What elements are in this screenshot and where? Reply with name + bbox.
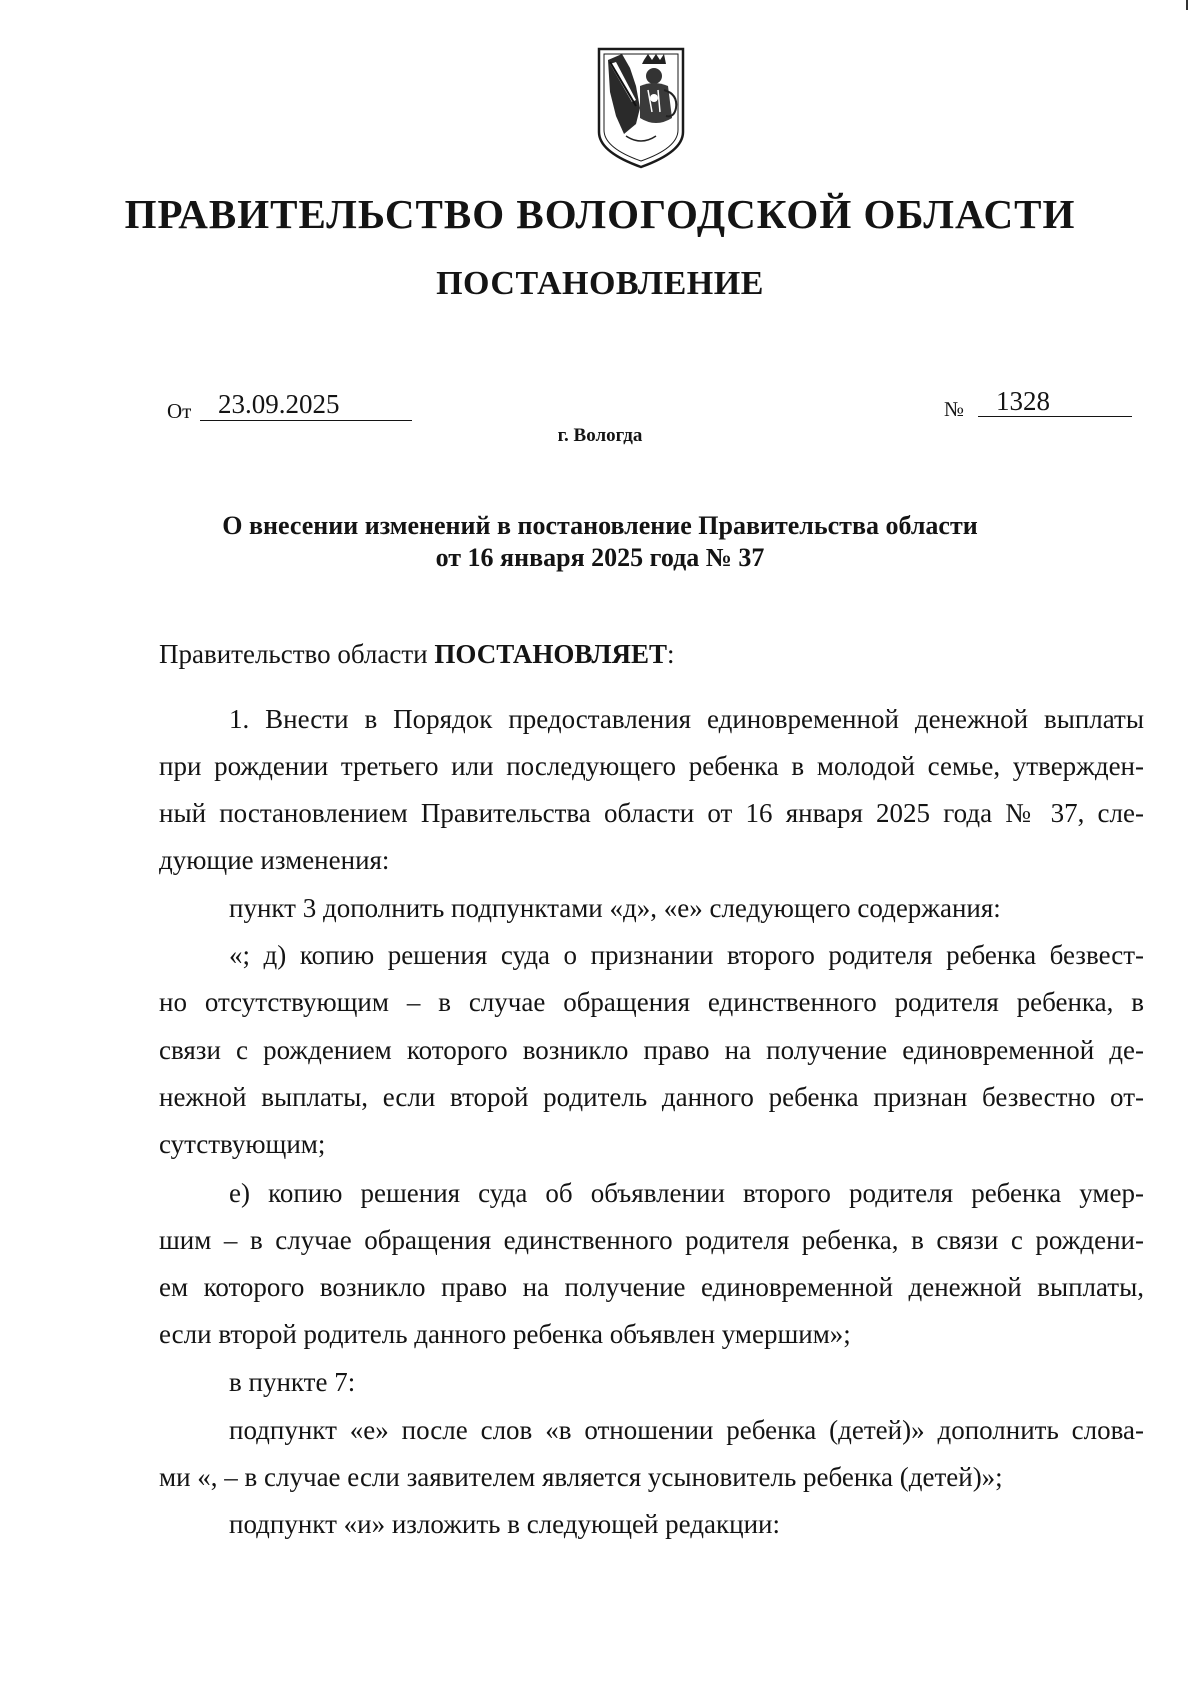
body-line-16: подпункт «е» после слов «в отношении ребенка (детей)» дополнить слова- [229,1415,1144,1445]
body-line-15: в пункте 7: [229,1367,356,1397]
body-line-1: 1. Внести в Порядок предоставления единовременной денежной выплаты [229,704,1144,734]
body-line-7: но отсутствующим – в случае обращения единственного родителя ребенка, в [159,987,1144,1017]
vologda-coat-of-arms-icon [596,46,686,170]
body-line-18: подпункт «и» изложить в следующей редакции: [229,1509,780,1539]
body-line-10: сутствующим; [159,1129,326,1159]
body-line-4: дующие изменения: [159,845,390,875]
preamble-text: Правительство области [159,639,435,669]
document-type-title: ПОСТАНОВЛЕНИЕ [436,265,764,302]
preamble-tail: : [666,639,675,669]
document-number: 1328 [996,386,1050,416]
date-underline [200,420,412,421]
number-label: № [944,397,965,421]
organization-title: ПРАВИТЕЛЬСТВО ВОЛОГОДСКОЙ ОБЛАСТИ [124,191,1076,237]
scan-edge-mark [1186,0,1188,10]
subject-line-1: О внесении изменений в постановление Правительства области [222,511,978,540]
body-line-17: ми «, – в случае если заявителем является усыновитель ребенка (детей)»; [159,1462,1003,1492]
body-line-14: если второй родитель данного ребенка объявлен умершим»; [159,1319,851,1349]
body-line-9: нежной выплаты, если второй родитель данного ребенка признан безвестно от- [159,1082,1144,1112]
body-line-12: шим – в случае обращения единственного родителя ребенка, в связи с рождени- [159,1225,1144,1255]
body-line-3: ный постановлением Правительства области от 16 января 2025 года № 37, сле- [159,798,1144,828]
document-date: 23.09.2025 [218,389,340,419]
body-line-11: е) копию решения суда об объявлении второго родителя ребенка умер- [229,1178,1144,1208]
city-name: г. Вологда [557,425,643,446]
body-line-5: пункт 3 дополнить подпунктами «д», «е» следующего содержания: [229,893,1001,923]
date-label: От [167,399,192,423]
number-underline [978,416,1132,417]
document-subject [0,510,1200,574]
body-line-13: ем которого возникло право на получение единовременной денежной выплаты, [159,1272,1144,1302]
subject-line-2: от 16 января 2025 года № 37 [435,543,765,572]
preamble-emphasis: ПОСТАНОВЛЯЕТ [434,639,667,669]
body-line-2: при рождении третьего или последующего ребенка в молодой семье, утвержден- [159,751,1144,781]
preamble [159,636,675,672]
body-line-8: связи с рождением которого возникло право на получение единовременной де- [159,1035,1144,1065]
body-line-6: «; д) копию решения суда о признании второго родителя ребенка безвест- [229,940,1144,970]
